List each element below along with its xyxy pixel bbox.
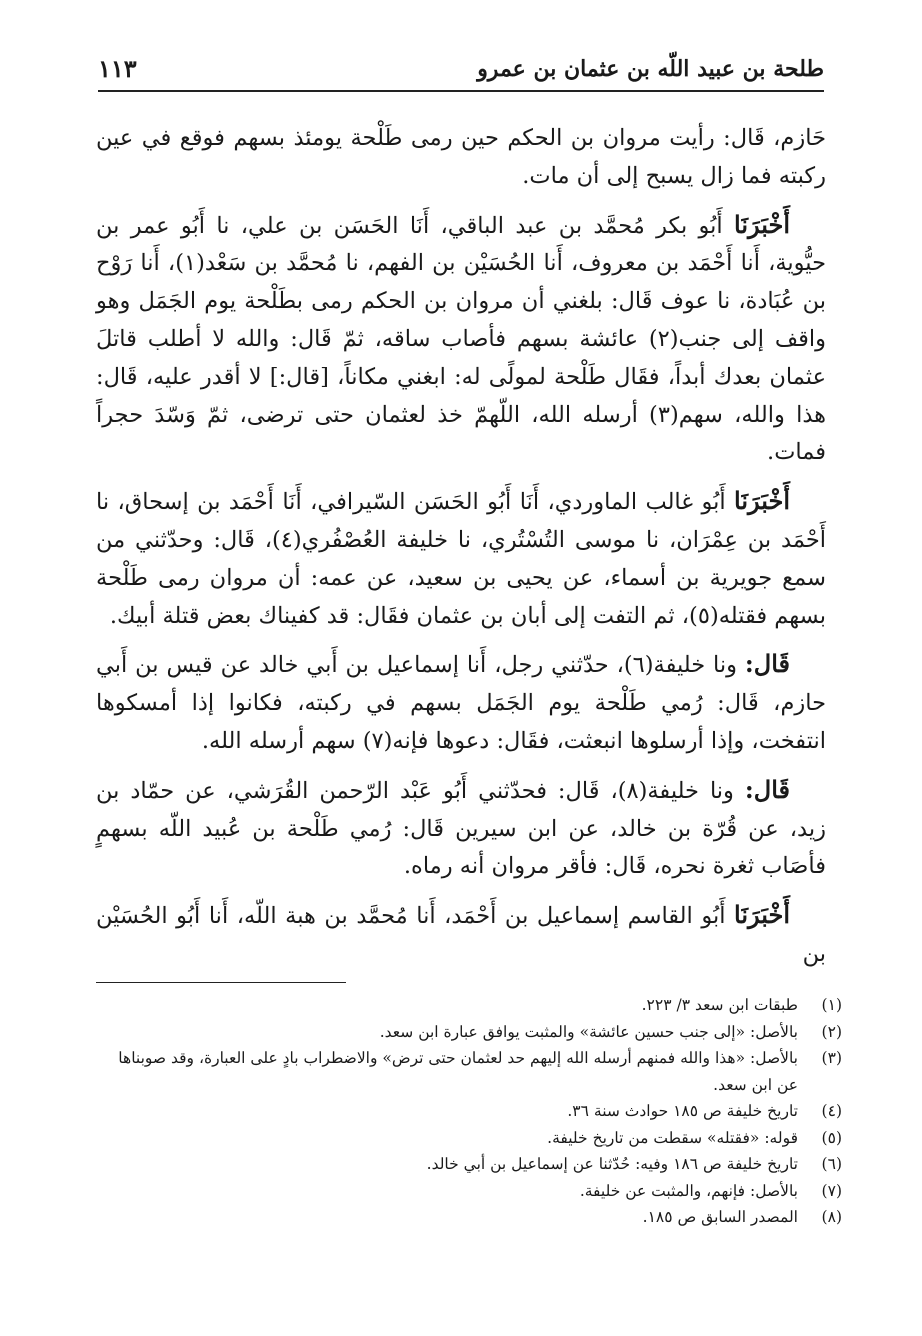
footnote-number: (٥) — [821, 1128, 842, 1147]
footnote-number: (١) — [821, 996, 842, 1014]
footnote — [96, 1204, 842, 1231]
footnote-text: طبقات ابن سعد ٣/ ٢٢٣. — [641, 996, 798, 1014]
paragraph-lead: أَخْبَرَنَا — [734, 900, 790, 930]
page-number: ١١٣ — [98, 54, 137, 83]
footnote-text: بالأصل: «هذا والله فمنهم أرسله الله إليهم حد لعثمان حتى ترض» والاضطراب بادٍ على العبارة، وقد صوبناها عن ابن سعد. — [118, 1049, 798, 1094]
footnote-number: (٧) — [821, 1181, 842, 1200]
footnote-number: (٨) — [821, 1208, 842, 1226]
paragraph-3: أَخْبَرَنَا أَبُو غالب الماوردي، أَنَا أَبُو الحَسَن السّيرافي، أَنَا أَحْمَد بن إسحاق، نا أَحْمَد بن عِمْرَان، نا موسى التُسْتُري، نا خليفة العُصْفُري(٤)، قَال: وحدّثني من سمع جويرية بن أسماء، عن يحيى بن سعيد، عن عمه: أن مروان رمى طَلْحة بسهم فقتله(٥)، ثم التفت إلى أبان بن عثمان فقَال: قد كفيناك بعض قتلة أبيك. — [96, 486, 826, 629]
footnote-number: (٢) — [821, 1022, 842, 1041]
paragraph-lead: قَال: — [744, 774, 791, 804]
footnote-number: (٤) — [821, 1102, 842, 1120]
paragraph-4: قَال: ونا خليفة(٦)، حدّثني رجل، أَنا إسماعيل بن أَبي خالد عن قيس بن أَبي حازم، قَال: رُمي طَلْحة يوم الجَمَل بسهم في ركبته، فكانوا إذا أمسكوها انتفخت، وإذا أرسلوها انبعثت، فقَال: دعوها فإنه(٧) سهم أرسله الله. — [96, 649, 826, 754]
footnote — [96, 1178, 842, 1205]
footnote-number: (٣) — [821, 1049, 842, 1067]
footnote — [96, 1125, 842, 1152]
page-header — [98, 48, 824, 92]
paragraph-lead: أَخْبَرَنَا — [734, 486, 791, 516]
paragraph-2: أَخْبَرَنَا أَبُو بكر مُحمَّد بن عبد الباقي، أَنَا الحَسَن بن علي، نا أَبُو عمر بن حيُّوية، أَنا أَحْمَد بن معروف، أَنا الحُسَيْن بن الفهم، نا مُحمَّد بن سَعْد(١)، أَنا رَوْح بن عُبَادة، نا عوف قَال: بلغني أن مروان بن الحكم رمى بطَلْحة يوم الجَمَل وهو واقف إلى جنب(٢) عائشة بسهم فأصاب ساقه، ثمّ قَال: والله لا أطلب قاتلَ عثمان بعدك أبداً، فقَال طَلْحة لمولًى له: ابغني مكاناً، [قال:] لا أقدر عليه، قَال: هذا والله، سهم(٣) أرسله الله، اللّهمّ خذ لعثمان حتى ترضى، ثمّ وَسّدَ حجراً فمات. — [96, 209, 827, 466]
footnote-text: بالأصل: «إلى جنب حسين عائشة» والمثبت يوافق عبارة ابن سعد. — [379, 1022, 798, 1041]
footnote-text: بالأصل: فإنهم، والمثبت عن خليفة. — [579, 1181, 798, 1200]
paragraph-5: قَال: ونا خليفة(٨)، قَال: فحدّثني أَبُو عَبْد الرّحمن القُرَشي، عن حمّاد بن زيد، عن قُرّة بن خالد، عن ابن سيرين قَال: رُمي طَلْحة بن عُبيد اللّه بسهمٍ فأصَاب ثغرة نحره، قَال: فأقر مروان أنه رماه. — [96, 774, 826, 880]
footnote — [96, 1019, 842, 1046]
footnote-text: تاريخ خليفة ص ١٨٥ حوادث سنة ٣٦. — [567, 1102, 798, 1120]
footnote — [96, 1045, 842, 1098]
header-rule — [98, 90, 824, 92]
footnote — [96, 992, 842, 1019]
running-title: طلحة بن عبيد اللّه بن عثمان بن عمرو — [477, 56, 824, 82]
paragraph-6: أَخْبَرَنَا أَبُو القاسم إسماعيل بن أَحْمَد، أَنا مُحمَّد بن هبة اللّه، أَنا أَبُو الحُسَيْن بن — [96, 900, 826, 967]
footnote-text: تاريخ خليفة ص ١٨٦ وفيه: حُدّثنا عن إسماعيل بن أبي خالد. — [426, 1155, 798, 1173]
footnotes — [96, 992, 842, 1231]
footnote-text: قوله: «فقتله» سقطت من تاريخ خليفة. — [547, 1128, 798, 1147]
footnote-text: المصدر السابق ص ١٨٥. — [642, 1208, 798, 1226]
paragraph-1: حَازم، قَال: رأيت مروان بن الحكم حين رمى طَلْحة يومئذ بسهم فوقع في عين ركبته فما زال يسبح إلى أن مات. — [96, 125, 826, 189]
footnote-number: (٦) — [821, 1155, 842, 1173]
footnote — [96, 1098, 842, 1125]
paragraph-lead: أَخْبَرَنَا — [734, 209, 790, 239]
footnote — [96, 1151, 842, 1178]
paragraph-lead: قَال: — [744, 649, 791, 679]
main-text — [96, 120, 826, 984]
footnote-rule — [96, 982, 346, 983]
